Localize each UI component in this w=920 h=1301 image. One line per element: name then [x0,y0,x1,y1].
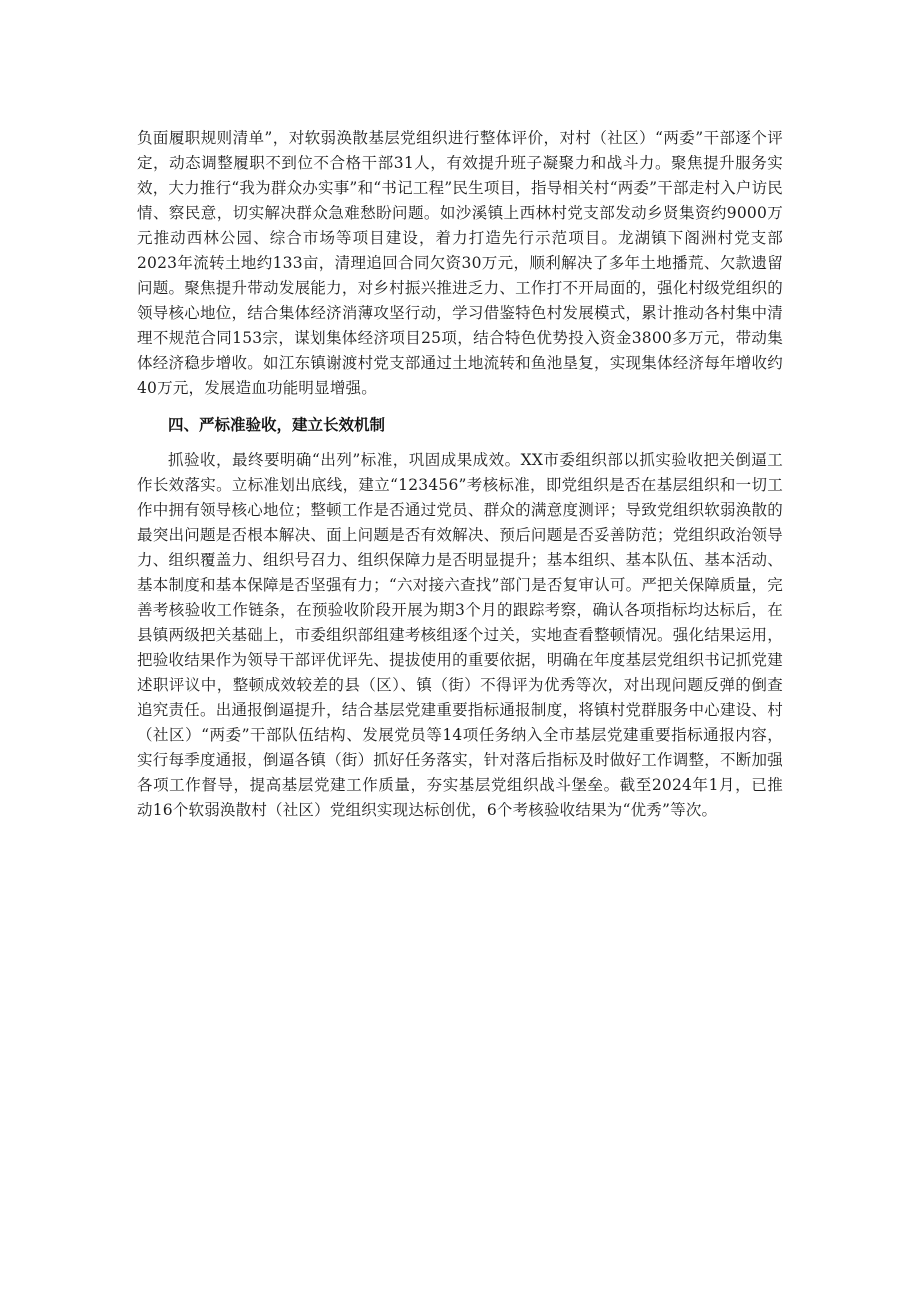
body-paragraph-continued: 负面履职规则清单”，对软弱涣散基层党组织进行整体评价，对村（社区）“两委”干部逐个评定，动态调整履职不到位不合格干部31人，有效提升班子凝聚力和战斗力。聚焦提升服务实效，大力推行“我为群众办实事”和“书记工程”民生项目，指导相关村“两委”干部走村入户访民情、察民意，切实解决群众急难愁盼问题。如沙溪镇上西林村党支部发动乡贤集资约9000万元推动西林公园、综合市场等项目建设，着力打造先行示范项目。龙湖镇下阁洲村党支部2023年流转土地约133亩，清理追回合同欠资30万元，顺利解决了多年土地播荒、欠款遗留问题。聚焦提升带动发展能力，对乡村振兴推进乏力、工作打不开局面的，强化村级党组织的领导核心地位，结合集体经济消薄攻坚行动，学习借鉴特色村发展模式，累计推动各村集中清理不规范合同153宗，谋划集体经济项目25项，结合特色优势投入资金3800多万元，带动集体经济稳步增收。如江东镇谢渡村党支部通过土地流转和鱼池垦复，实现集体经济每年增收约40万元，发展造血功能明显增强。 [137,129,783,397]
body-paragraph-acceptance: 抓验收，最终要明确“出列”标准，巩固成果成效。XX市委组织部以抓实验收把关倒逼工作长效落实。立标准划出底线，建立“123456”考核标准，即党组织是否在基层组织和一切工作中拥有领导核心地位；整顿工作是否通过党员、群众的满意度测评；导致党组织软弱涣散的最突出问题是否根本解决、面上问题是否有效解决、预后问题是否妥善防范；党组织政治领导力、组织覆盖力、组织号召力、组织保障力是否明显提升；基本组织、基本队伍、基本活动、基本制度和基本保障是否坚强有力；“六对接六查找”部门是否复审认可。严把关保障质量，完善考核验收工作链条，在预验收阶段开展为期3个月的跟踪考察，确认各项指标均达标后，在县镇两级把关基础上，市委组织部组建考核组逐个过关，实地查看整顿情况。强化结果运用，把验收结果作为领导干部评优评先、提拔使用的重要依据，明确在年度基层党组织书记抓党建述职评议中，整顿成效较差的县（区）、镇（街）不得评为优秀等次，对出现问题反弹的倒查追究责任。出通报倒逼提升，结合基层党建重要指标通报制度，将镇村党群服务中心建设、村（社区）“两委”干部队伍结构、发展党员等14项任务纳入全市基层党建重要指标通报内容，实行每季度通报，倒逼各镇（街）抓好任务落实，针对落后指标及时做好工作调整，不断加强各项工作督导，提高基层党建工作质量，夯实基层党组织战斗堡垒。截至2024年1月，已推动16个软弱涣散村（社区）党组织实现达标创优，6个考核验收结果为“优秀”等次。 [137,451,783,819]
section-heading-four: 四、严标准验收，建立长效机制 [168,416,386,434]
document-body [137,126,783,823]
